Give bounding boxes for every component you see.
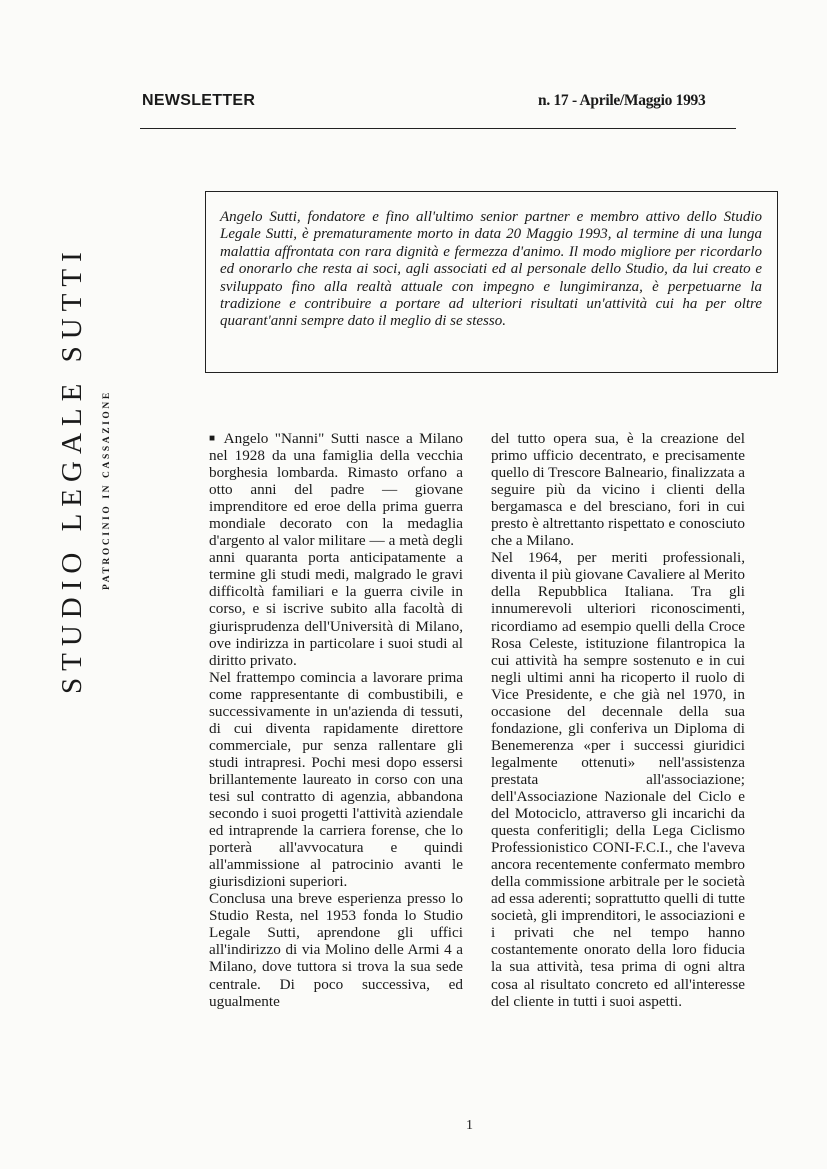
article-paragraph: Nel frattempo comincia a lavorare prima come rappresentante di combustibili, e successivamente in un'azienda di tessuti, di cui diventa rapidamente direttore commerciale, pur senza rallentare gli studi intrapresi. Pochi mesi dopo essersi brillantemente laureato in corso con una tesi sul contratto di agenzia, abbandona secondo i suoi progetti l'attività aziendale ed intraprende la carriera forense, che lo porterà all'avvocatura e quindi all'ammissione al patrocinio avanti le giurisdizioni superiori. (209, 668, 463, 891)
article-paragraph: Nel 1964, per meriti professionali, diventa il più giovane Cavaliere al Merito della Repubblica Italiana. Tra gli innumerevoli ulteriori riconoscimenti, ricordiamo ad esempio quelli della Croce Rosa Celeste, istituzione filantropica la cui attività ha sempre sostenuto e in cui negli ultimi anni ha ricoperto il ruolo di Vice Presidente, e che già nel 1970, in occasione del decennale della sua fondazione, gli conferiva un Diploma di Benemerenza «per i successi giuridici legalmente ottenuti» nell'assistenza prestata all'associazione; dell'Associazione Nazionale del Ciclo e del Motociclo, attraverso gli incarichi da questa conferitigli; della Lega Ciclismo Professionistico CONI-F.C.I., che l'aveva ancora recentemente confermato membro della commissione arbitrale per le società ad essa aderenti; soprattutto quelli di tutte società, gli imprenditori, le associazioni e i privati che nel tempo hanno costantemente onorato della loro fiducia la sua attività, tesa prima di ogni altra cosa al risultato concreto ed all'interesse del cliente in tutti i suoi aspetti. (491, 549, 745, 1010)
article-paragraph: del tutto opera sua, è la creazione del primo ufficio decentrato, e precisamente quello di Trescore Balneario, finalizzata a seguire più da vicino i clienti della bergamasca e del bresciano, fori in cui presto è altrettanto rispettato e conosciuto che a Milano. (491, 430, 745, 550)
page-number: 1 (466, 1118, 473, 1133)
article-column-left (209, 430, 463, 1010)
issue-info: n. 17 - Aprile/Maggio 1993 (538, 92, 706, 109)
article-column-right (491, 430, 745, 1010)
newsletter-label: NEWSLETTER (142, 92, 256, 109)
memorial-notice-box (205, 191, 778, 373)
firm-subtitle-vertical: PATROCINIO IN CASSAZIONE (102, 390, 112, 590)
header-rule (140, 128, 736, 129)
article-paragraph: Conclusa una breve esperienza presso lo Studio Resta, nel 1953 fonda lo Studio Legale Sutti, aprendone gli uffici all'indirizzo di via Molino delle Armi 4 a Milano, dove tuttora si trova la sua sede centrale. Di poco successiva, ed ugualmente (209, 890, 463, 1010)
memorial-notice-text: Angelo Sutti, fondatore e fino all'ultimo senior partner e membro attivo dello Studio Legale Sutti, è prematuramente morto in data 20 Maggio 1993, al termine di una lunga malattia affrontata con rara dignità e fermezza d'animo. Il modo migliore per ricordarlo ed onorarlo che resta ai soci, agli associati ed al personale dello Studio, da lui creato e sviluppato fino alla realtà attuale con impegno e lungimiranza, è perpetuarne la tradizione e contribuire a portare ad ulteriori risultati un'attività cui ha per oltre quarant'anni sempre dato il meglio di se stesso. (220, 209, 762, 330)
bullet-icon: ■ (209, 433, 218, 444)
firm-name-vertical: STUDIO LEGALE SUTTI (56, 245, 88, 694)
article-paragraph: ■ Angelo "Nanni" Sutti nasce a Milano nel 1928 da una famiglia della vecchia borghesia lombarda. Rimasto orfano a otto anni del padre — giovane imprenditore ed eroe della prima guerra mondiale decorato con la medaglia d'argento al valor militare — a metà degli anni quaranta porta anticipatamente a termine gli studi medi, malgrado le gravi difficoltà familiari e la guerra civile in corso, e si iscrive subito alla facoltà di giurisprudenza dell'Università di Milano, ove indirizza in particolare i suoi studi al diritto privato. (209, 430, 464, 669)
